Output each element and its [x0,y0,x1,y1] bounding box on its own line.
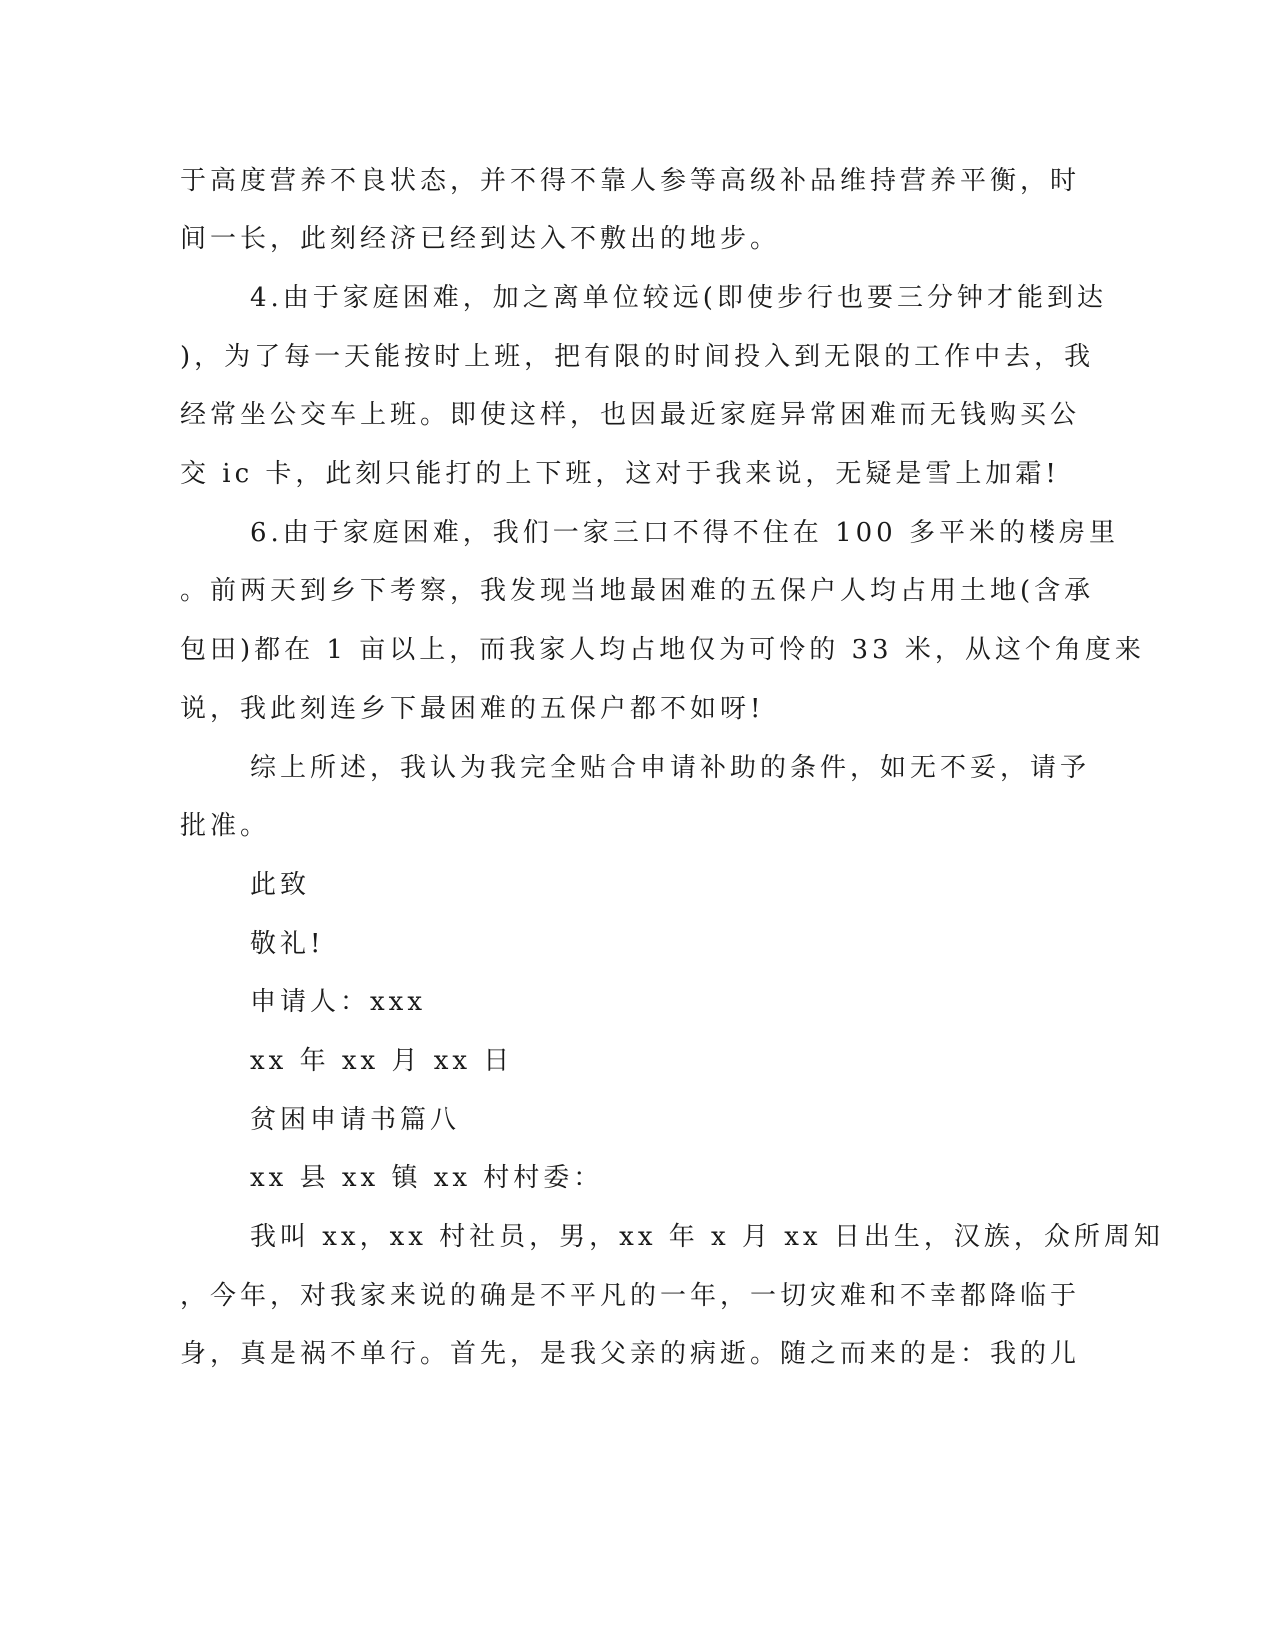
text-line: 申请人：xxx [250,987,426,1017]
text-line: 间一长，此刻经济已经到达入不敷出的地步。 [180,224,781,254]
text-line: 经常坐公交车上班。即使这样，也因最近家庭异常困难而无钱购买公 [180,400,1081,430]
section-heading: 贫困申请书篇八 [250,1105,461,1135]
text-line: 说，我此刻连乡下最困难的五保户都不如呀! [180,694,765,724]
text-line: 于高度营养不良状态，并不得不靠人参等高级补品维持营养平衡，时 [180,166,1081,196]
text-line: 综上所述，我认为我完全贴合申请补助的条件，如无不妥，请予 [250,753,1091,783]
text-line: 6.由于家庭困难，我们一家三口不得不住在 100 多平米的楼房里 [250,518,1119,548]
text-line: 4.由于家庭困难，加之离单位较远(即使步行也要三分钟才能到达 [250,283,1107,313]
text-line: 批准。 [180,811,271,841]
text-line: 包田)都在 1 亩以上，而我家人均占地仅为可怜的 33 米，从这个角度来 [180,635,1145,665]
text-line: xx 年 xx 月 xx 日 [250,1046,514,1076]
text-line: )，为了每一天能按时上班，把有限的时间投入到无限的工作中去，我 [180,342,1095,372]
text-line: 敬礼! [250,929,325,959]
text-line: 交 ic 卡，此刻只能打的上下班，这对于我来说，无疑是雪上加霜! [180,459,1060,489]
text-line: 我叫 xx，xx 村社员，男，xx 年 x 月 xx 日出生，汉族，众所周知 [250,1222,1164,1252]
text-line: 。前两天到乡下考察，我发现当地最困难的五保户人均占用土地(含承 [180,576,1095,606]
text-line: 身，真是祸不单行。首先，是我父亲的病逝。随之而来的是：我的儿 [180,1339,1081,1369]
text-line: ，今年，对我家来说的确是不平凡的一年，一切灾难和不幸都降临于 [180,1281,1081,1311]
text-line: 此致 [250,870,311,900]
text-line: xx 县 xx 镇 xx 村村委： [250,1163,604,1193]
